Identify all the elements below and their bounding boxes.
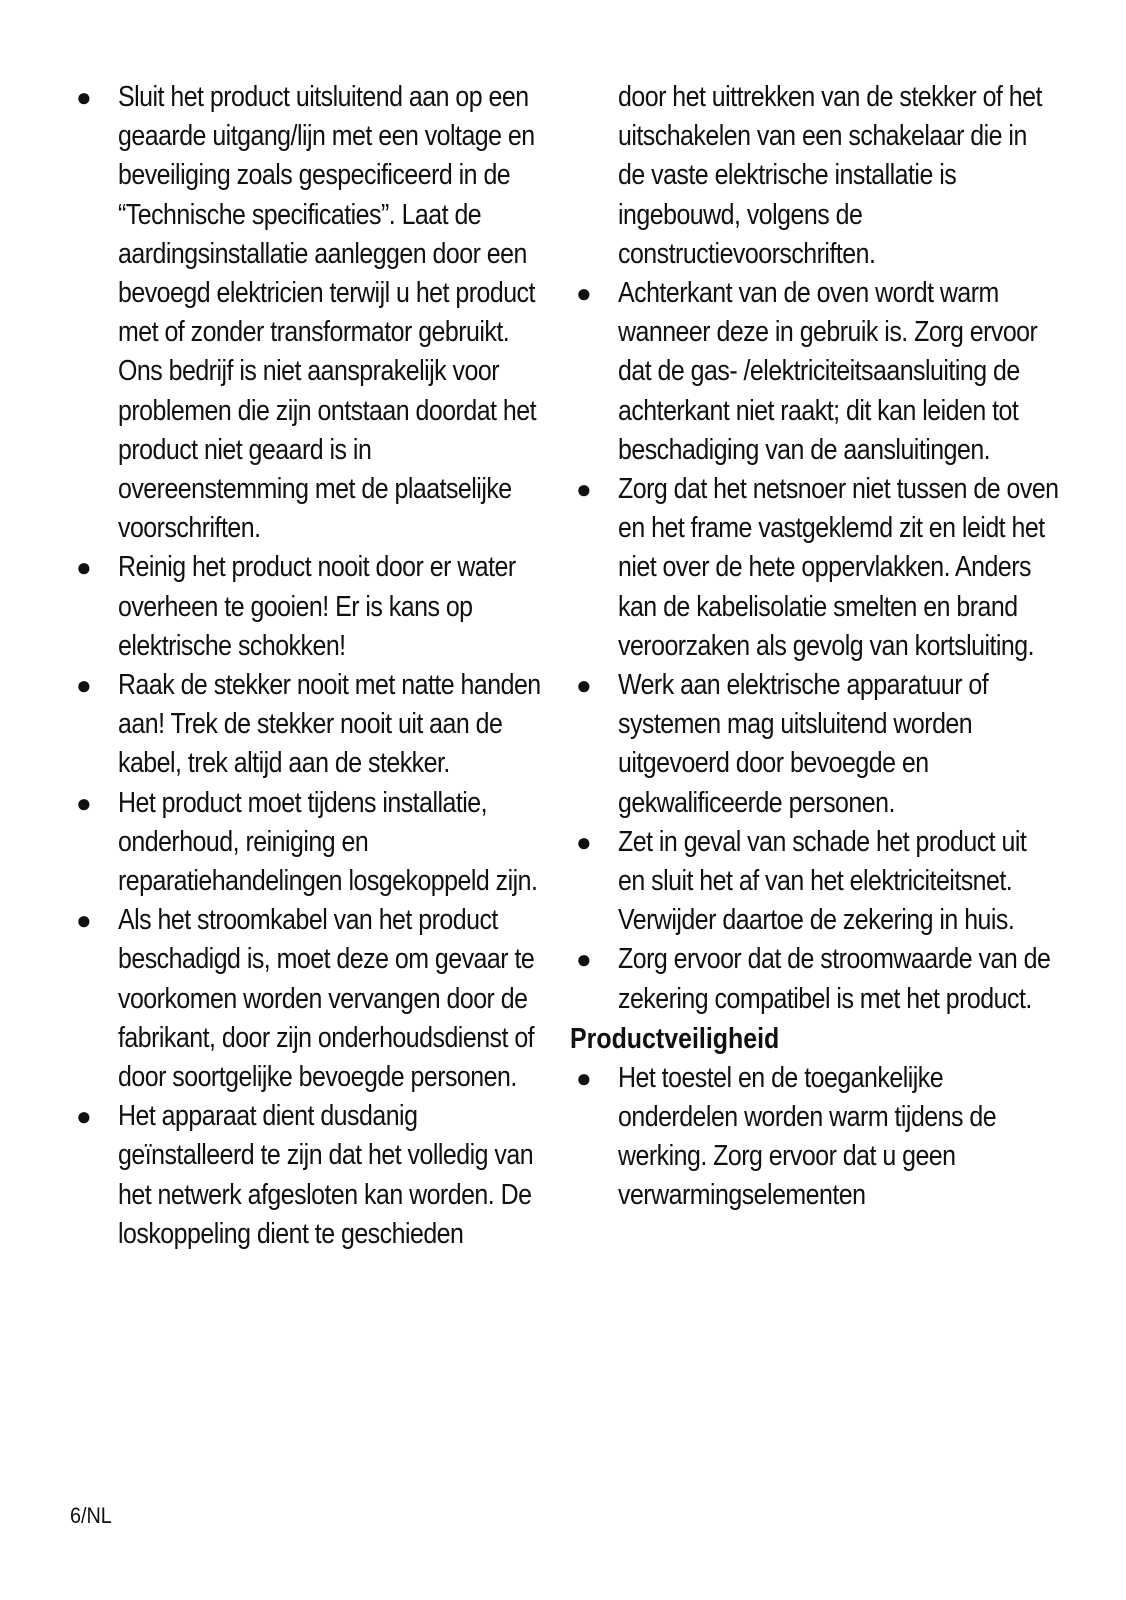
bullet-icon: ●	[76, 787, 92, 818]
list-item: ● Het toestel en de toegankelijke onderdelen worden warm tijdens de werking. Zorg ervoor dat u geen verwarmingselementen	[570, 1059, 1060, 1216]
bullet-icon: ●	[76, 82, 92, 112]
list-item: ● Het product moet tijdens installatie, onderhoud, reiniging en reparatiehandelingen losgekoppeld zijn.	[70, 784, 550, 902]
bullet-icon: ●	[76, 905, 92, 936]
left-bullet-list	[70, 78, 550, 1254]
list-item: ● Sluit het product uitsluitend aan op een geaarde uitgang/lijn met een voltage en beveiliging zoals gespecificeerd in de “Technische specificaties”. Laat de aardingsinstallatie aanleggen door een bevoegd elektricien terwijl u het product met of zonder transformator gebruikt. Ons bedrijf is niet aansprakelijk voor problemen die zijn ontstaan doordat het product niet geaard is in overeenstemming met de plaatselijke voorschriften.	[70, 78, 550, 548]
list-item: ● Het apparaat dient dusdanig geïnstalleerd te zijn dat het volledig van het netwerk afgesloten kan worden. De loskoppeling dient te geschieden	[70, 1097, 550, 1254]
list-item: ● Reinig het product nooit door er water overheen te gooien! Er is kans op elektrische schokken!	[70, 548, 550, 666]
list-item: ● Raak de stekker nooit met natte handen aan! Trek de stekker nooit uit aan de kabel, trek altijd aan de stekker.	[70, 666, 550, 784]
bullet-icon: ●	[576, 1062, 592, 1093]
list-item: ● Werk aan elektrische apparatuur of systemen mag uitsluitend worden uitgevoerd door bevoegde en gekwalificeerde personen.	[570, 666, 1060, 823]
list-item: ● Als het stroomkabel van het product beschadigd is, moet deze om gevaar te voorkomen worden vervangen door de fabrikant, door zijn onderhoudsdienst of door soortgelijke bevoegde personen.	[70, 901, 550, 1097]
bullet-icon: ●	[76, 552, 92, 583]
bullet-icon: ●	[76, 1101, 92, 1132]
bullet-icon: ●	[576, 826, 592, 857]
bullet-icon: ●	[576, 944, 592, 975]
list-item: ● Zet in geval van schade het product uit en sluit het af van het elektriciteitsnet. Verwijder daartoe de zekering in huis.	[570, 823, 1060, 941]
right-bullet-list	[570, 78, 1060, 1019]
bullet-icon: ●	[576, 278, 592, 309]
list-item: ● Zorg ervoor dat de stroomwaarde van de zekering compatibel is met het product.	[570, 940, 1060, 1018]
right-column	[570, 78, 1060, 1216]
list-item: ● Achterkant van de oven wordt warm wanneer deze in gebruik is. Zorg ervoor dat de gas- /elektriciteitsaansluiting de achterkant niet raakt; dit kan leiden tot beschadiging van de aansluitingen.	[570, 274, 1060, 470]
left-column	[70, 78, 550, 1254]
page-number: 6/NL	[70, 1503, 112, 1528]
bullet-icon: ●	[76, 670, 92, 701]
product-safety-list	[570, 1059, 1060, 1216]
list-item: ● Zorg dat het netsnoer niet tussen de oven en het frame vastgeklemd zit en leidt het niet over de hete oppervlakken. Anders kan de kabelisolatie smelten en brand veroorzaken als gevolg van kortsluiting.	[570, 470, 1060, 666]
list-item-continuation: door het uittrekken van de stekker of het uitschakelen van een schakelaar die in de vaste elektrische installatie is ingebouwd, volgens de constructievoorschriften.	[618, 81, 1042, 270]
bullet-icon: ●	[576, 670, 592, 701]
bullet-icon: ●	[576, 474, 592, 505]
section-heading: Productveiligheid	[570, 1022, 780, 1055]
